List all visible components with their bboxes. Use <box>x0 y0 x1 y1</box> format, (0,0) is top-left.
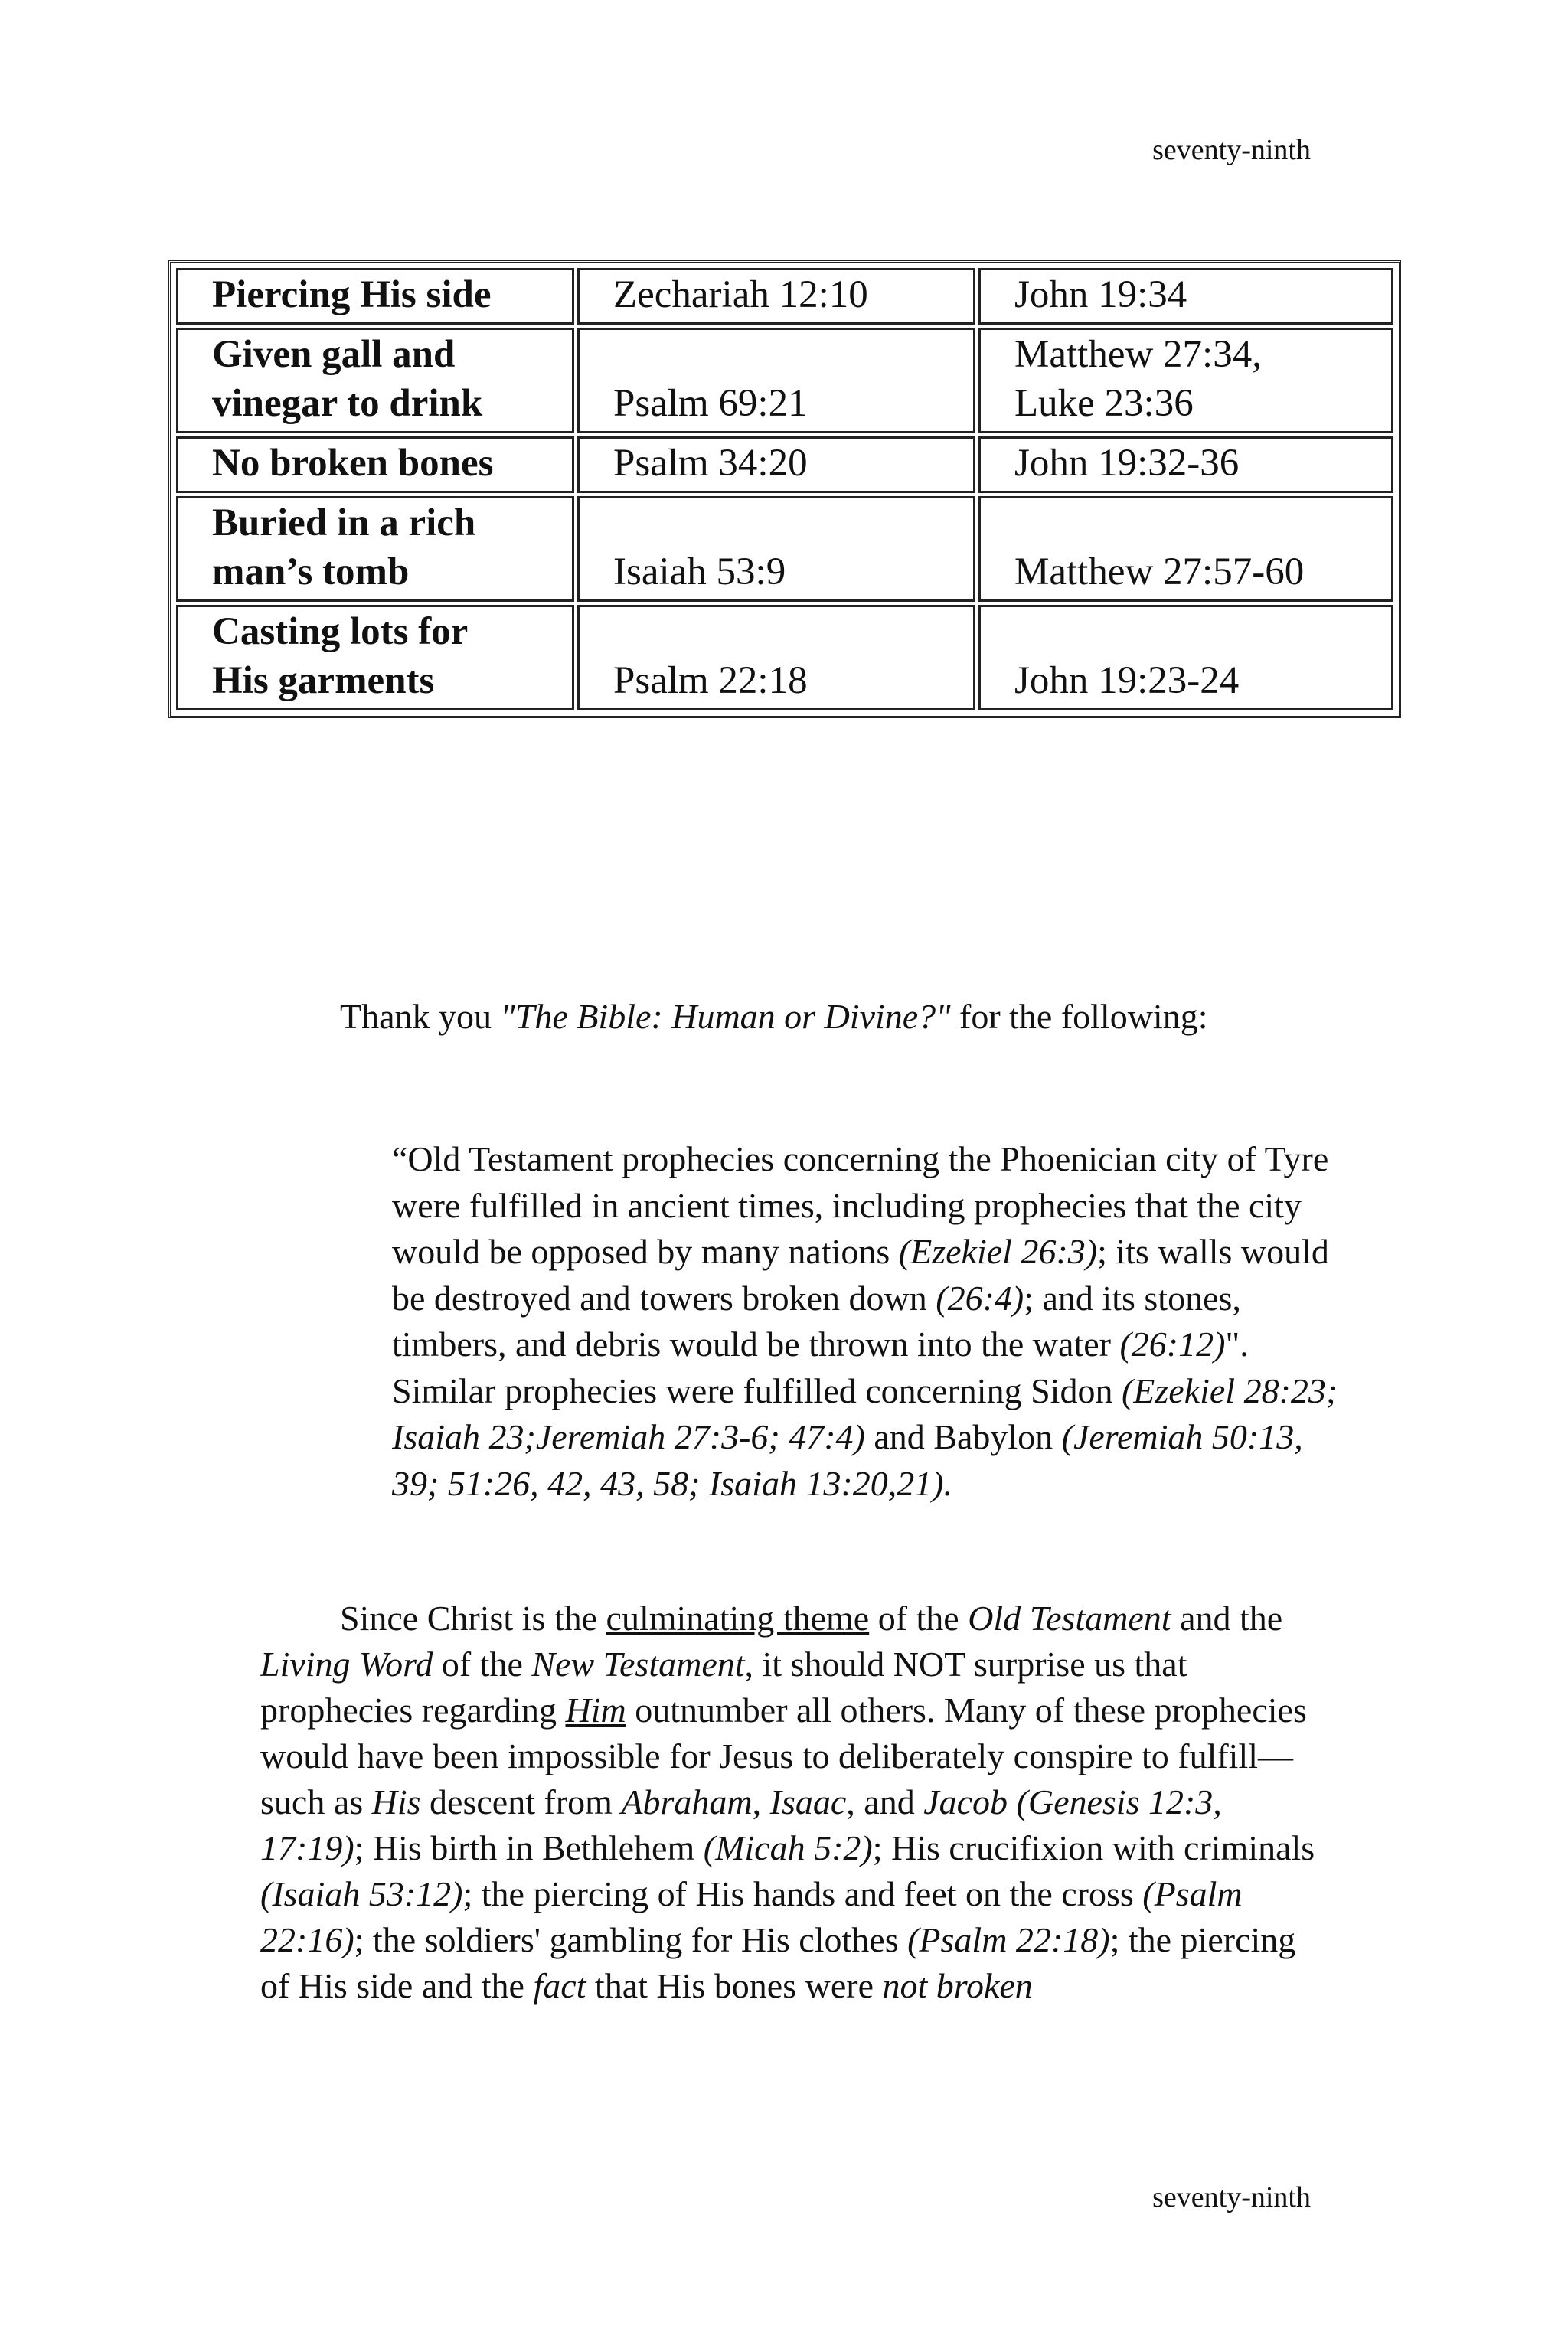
table-row <box>176 436 1393 493</box>
topic-cell: Given gall and vinegar to drink <box>176 328 574 433</box>
prophecy-table <box>168 260 1401 718</box>
table-row <box>176 496 1393 602</box>
book-title: "The Bible: Human or Divine?" <box>500 997 951 1036</box>
scripture-reference: (26:12) <box>1119 1325 1226 1364</box>
table-row <box>176 268 1393 325</box>
new-testament-cell: John 19:23-24 <box>978 605 1393 710</box>
scripture-reference: (26:4) <box>936 1278 1024 1318</box>
table-row <box>176 328 1393 433</box>
new-testament-cell: Matthew 27:57-60 <box>978 496 1393 602</box>
new-testament-cell: Matthew 27:34, Luke 23:36 <box>978 328 1393 433</box>
scripture-reference: (Ezekiel 26:3) <box>898 1232 1098 1271</box>
new-testament-cell: John 19:32-36 <box>978 436 1393 493</box>
old-testament-cell: Isaiah 53:9 <box>577 496 975 602</box>
block-quote: “Old Testament prophecies concerning the Phoenician city of Tyre were fulfilled in ancient times, including prophecies that the city would be opposed by many nations (Ezekiel 26:3); its walls would be destroyed and towers broken down (26:4); and its stones, timbers, and debris would be thrown into the water (26:12)". Similar prophecies were fulfilled concerning Sidon (Ezekiel 28:23; Isaiah 23;Jeremiah 27:3-6; 47:4) and Babylon (Jeremiah 50:13, 39; 51:26, 42, 43, 58; Isaiah 13:20,21). <box>392 1139 1338 1503</box>
topic-cell: Buried in a rich man’s tomb <box>176 496 574 602</box>
intro-paragraph: Thank you "The Bible: Human or Divine?" for the following: <box>340 997 1208 1036</box>
topic-cell: No broken bones <box>176 436 574 493</box>
old-testament-cell: Psalm 22:18 <box>577 605 975 710</box>
new-testament-cell: John 19:34 <box>978 268 1393 325</box>
old-testament-cell: Psalm 34:20 <box>577 436 975 493</box>
table-row <box>176 605 1393 710</box>
scripture-reference: (Jeremiah 50:13, 39; 51:26, 42, 43, 58; Isaiah 13:20,21). <box>392 1417 1303 1503</box>
topic-cell: Piercing His side <box>176 268 574 325</box>
page-header: seventy-ninth <box>1152 134 1311 166</box>
topic-cell: Casting lots for His garments <box>176 605 574 710</box>
page-footer: seventy-ninth <box>1152 2181 1311 2213</box>
old-testament-cell: Psalm 69:21 <box>577 328 975 433</box>
scripture-reference: (Ezekiel 28:23; Isaiah 23;Jeremiah 27:3-6; 47:4) <box>392 1370 1338 1456</box>
old-testament-cell: Zechariah 12:10 <box>577 268 975 325</box>
main-paragraph: Since Christ is the culminating theme of the Old Testament and the Living Word of the New Testament, it should NOT surprise us that prophecies regarding Him outnumber all others. Many of these prophecies would have been impossible for Jesus to deliberately conspire to fulfill—such as His descent from Abraham, Isaac, and Jacob (Genesis 12:3, 17:19); His birth in Bethlehem (Micah 5:2); His crucifixion with criminals (Isaiah 53:12); the piercing of His hands and feet on the cross (Psalm 22:16); the soldiers' gambling for His clothes (Psalm 22:18); the piercing of His side and the fact that His bones were not broken <box>260 1599 1315 2005</box>
